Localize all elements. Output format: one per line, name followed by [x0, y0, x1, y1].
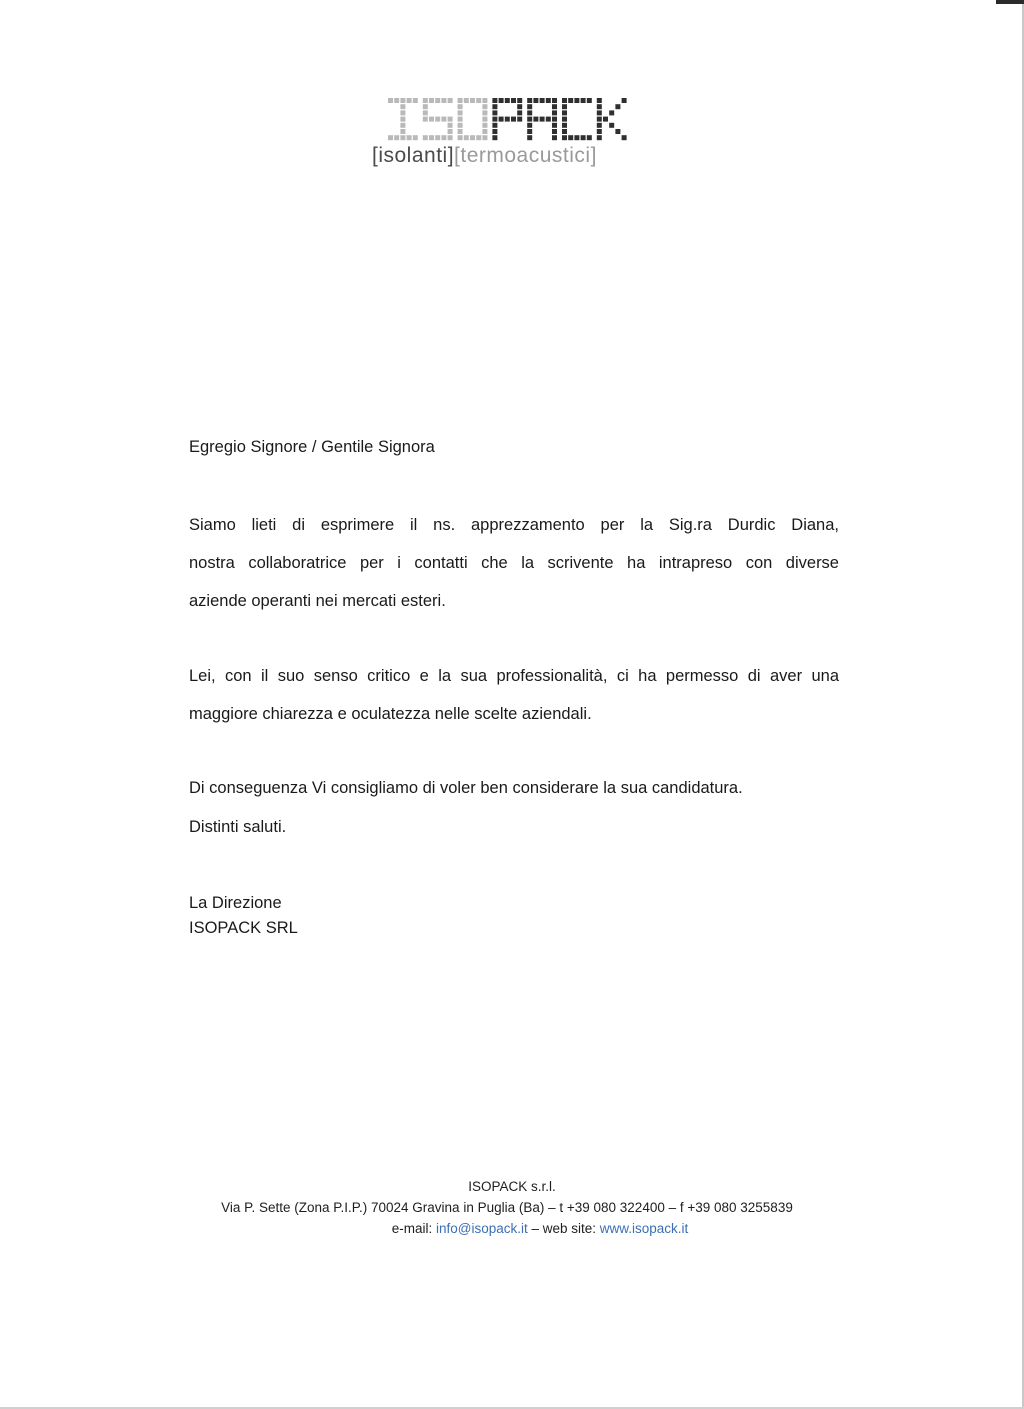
paragraph-2-line-2: maggiore chiarezza e oculatezza nelle scelte aziendali.: [189, 705, 592, 723]
footer-contacts: [28, 1218, 1024, 1239]
website-link[interactable]: www.isopack.it: [599, 1221, 689, 1236]
paragraph-1-line-2: nostra collaboratrice per i contatti che la scrivente ha intrapreso con diverse: [189, 554, 839, 572]
signature-block: [189, 891, 298, 941]
paragraph-1-line-1: Siamo lieti di esprimere il ns. apprezzamento per la Sig.ra Durdic Diana,: [189, 516, 839, 534]
paragraph-2-line-1: Lei, con il suo senso critico e la sua professionalità, ci ha permesso di aver una: [189, 667, 839, 685]
logo-tagline: [372, 144, 692, 168]
signature-line-1: La Direzione: [189, 894, 282, 912]
isopack-logo-mark: [388, 98, 688, 142]
footer-address: Via P. Sette (Zona P.I.P.) 70024 Gravina in Puglia (Ba) – t +39 080 322400 – f +39 080 3255839: [221, 1200, 793, 1215]
scan-edge-mark: [996, 0, 1024, 4]
footer: [0, 1176, 1024, 1239]
footer-company: ISOPACK s.r.l.: [468, 1179, 556, 1194]
salutation: Egregio Signore / Gentile Signora: [189, 438, 435, 456]
signature-line-2: ISOPACK SRL: [189, 919, 298, 937]
logo-dots: [388, 98, 627, 140]
email-link[interactable]: info@isopack.it: [435, 1221, 528, 1236]
paragraph-3-line-1: Di conseguenza Vi consigliamo di voler ben considerare la sua candidatura.: [189, 779, 743, 797]
paragraph-1-line-3: aziende operanti nei mercati esteri.: [189, 592, 446, 610]
paragraph-3: [189, 769, 839, 807]
tagline-isolanti: [isolanti]: [372, 144, 455, 167]
paragraph-2: [189, 657, 839, 733]
tagline-termoacustici: [termoacustici]: [454, 144, 597, 167]
paragraph-1: [189, 506, 839, 620]
email-label: e-mail:: [391, 1221, 436, 1236]
web-label: – web site:: [527, 1221, 600, 1236]
closing: Distinti saluti.: [189, 818, 287, 836]
